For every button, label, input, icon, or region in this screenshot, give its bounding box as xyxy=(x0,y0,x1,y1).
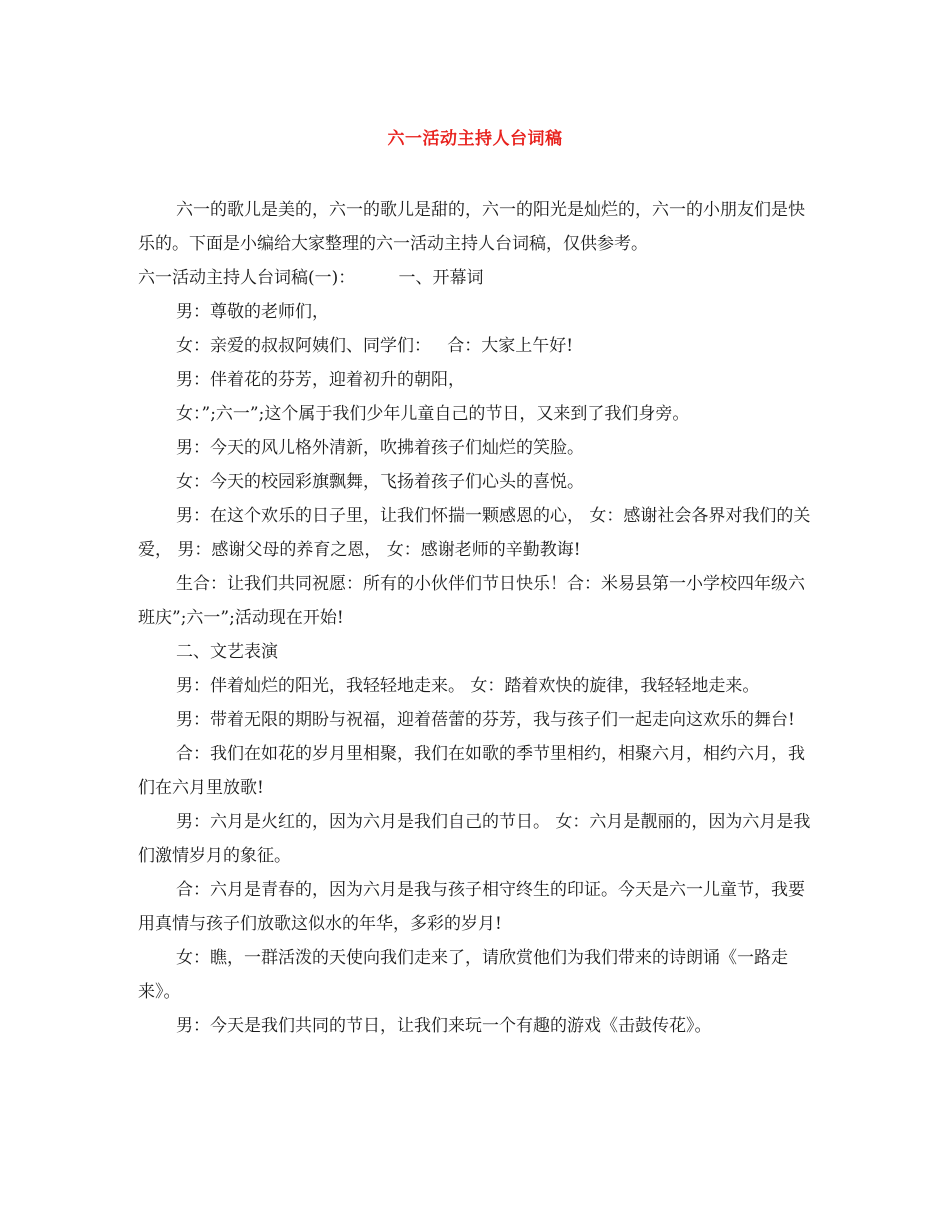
paragraph-line: 男：六月是火红的，因为六月是我们自己的节日。 女：六月是靓丽的，因为六月是我们激情岁月的象征。 xyxy=(138,812,811,866)
paragraph-line: 男：在这个欢乐的日子里，让我们怀揣一颗感恩的心， 女：感谢社会各界对我们的关爱， 男：感谢父母的养育之恩， 女：感谢老师的辛勤教诲! xyxy=(138,506,811,560)
paragraph-section-heading-2: 二、文艺表演 xyxy=(176,642,278,662)
paragraph-line: 男：今天的风儿格外清新，吹拂着孩子们灿烂的笑脸。 xyxy=(176,438,584,458)
paragraph-line: 生合：让我们共同祝愿：所有的小伙伴们节日快乐！合：米易县第一小学校四年级六班庆”;六一”;活动现在开始! xyxy=(138,574,805,628)
paragraph-line: 男：带着无限的期盼与祝福，迎着蓓蕾的芬芳，我与孩子们一起走向这欢乐的舞台! xyxy=(176,710,795,730)
paragraph-section-heading-1: 六一活动主持人台词稿(一)： 一、开幕词 xyxy=(138,268,484,288)
paragraph-line: 女：瞧，一群活泼的天使向我们走来了，请欣赏他们为我们带来的诗朗诵《一路走来》。 xyxy=(138,948,788,1002)
paragraph-line: 男：伴着花的芬芳，迎着初升的朝阳， xyxy=(176,370,465,390)
paragraph-line: 女：今天的校园彩旗飘舞，飞扬着孩子们心头的喜悦。 xyxy=(176,472,584,492)
paragraph-line: 女：”;六一”;这个属于我们少年儿童自己的节日，又来到了我们身旁。 xyxy=(176,404,690,424)
paragraph-line: 男：尊敬的老师们， xyxy=(176,302,329,322)
paragraph-line: 男：今天是我们共同的节日，让我们来玩一个有趣的游戏《击鼓传花》。 xyxy=(176,1016,712,1036)
paragraph-line: 男：伴着灿烂的阳光，我轻轻地走来。 女：踏着欢快的旋律，我轻轻地走来。 xyxy=(176,676,760,696)
document-title: 六一活动主持人台词稿 xyxy=(387,129,563,149)
document-body xyxy=(138,193,818,1043)
paragraph-line: 合：我们在如花的岁月里相聚，我们在如歌的季节里相约，相聚六月，相约六月，我们在六月里放歌! xyxy=(138,744,805,798)
paragraph-line: 女：亲爱的叔叔阿姨们、同学们： 合：大家上午好! xyxy=(176,336,574,356)
paragraph-intro: 六一的歌儿是美的，六一的歌儿是甜的，六一的阳光是灿烂的，六一的小朋友们是快乐的。下面是小编给大家整理的六一活动主持人台词稿，仅供参考。 xyxy=(138,200,805,254)
paragraph-line: 合：六月是青春的，因为六月是我与孩子相守终生的印证。今天是六一儿童节，我要用真情与孩子们放歌这似水的年华，多彩的岁月! xyxy=(138,880,805,934)
